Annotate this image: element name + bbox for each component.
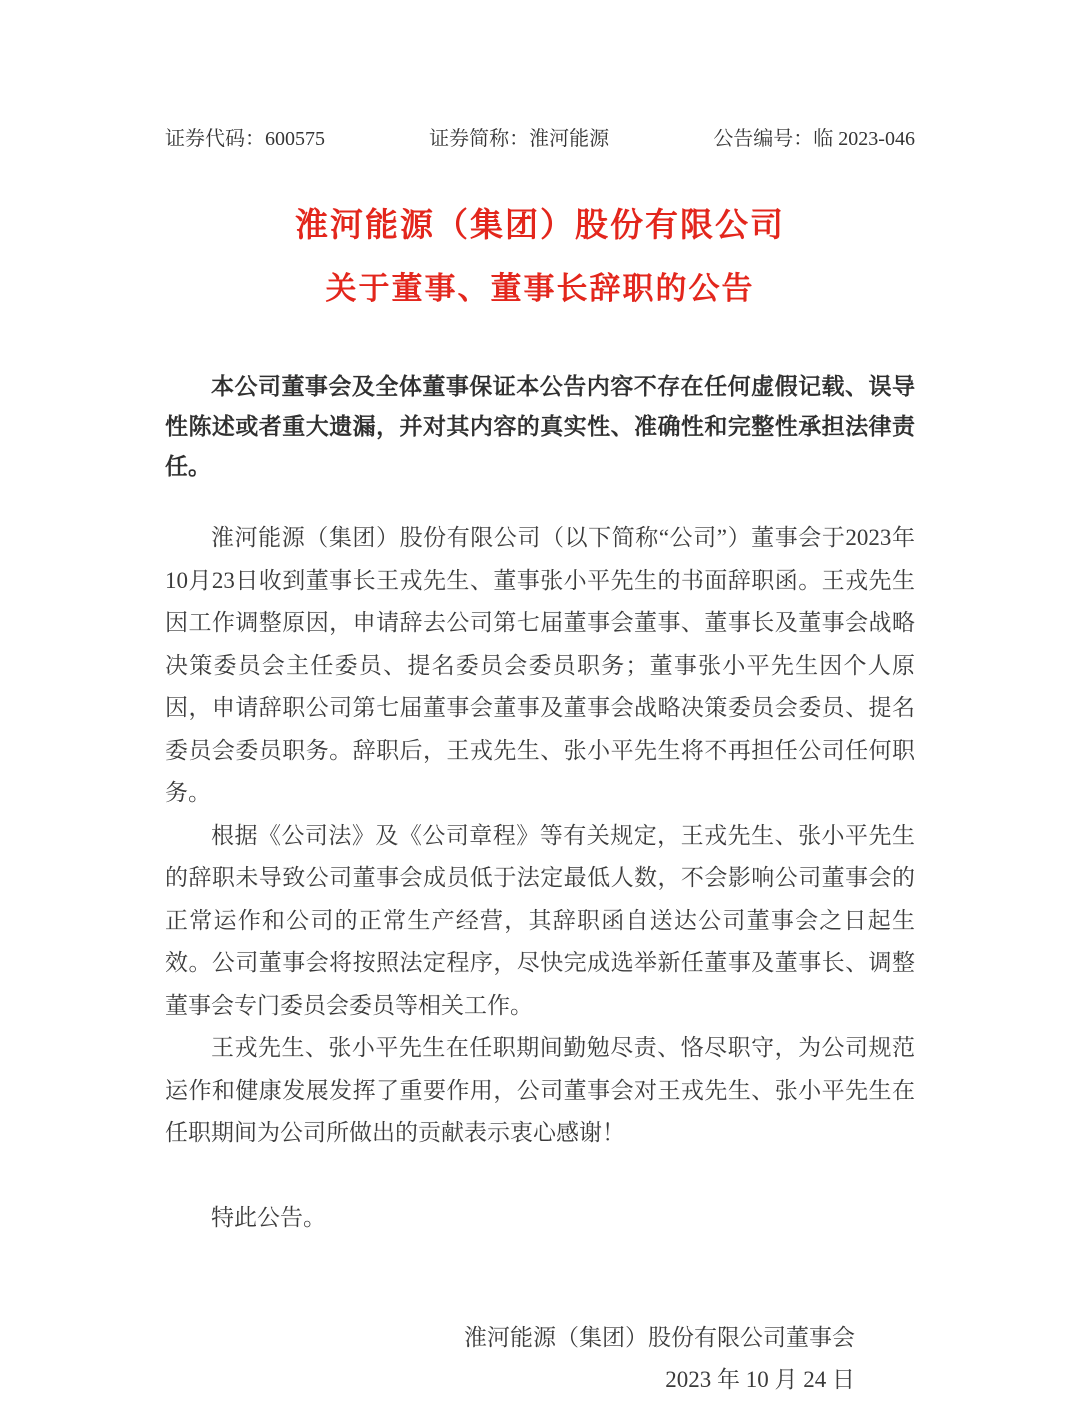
announcement-body [165, 517, 915, 1155]
announcement-number: 公告编号：临 2023-046 [713, 128, 915, 150]
closing-statement: 特此公告。 [211, 1204, 326, 1230]
stock-abbreviation: 证券简称：淮河能源 [429, 128, 610, 150]
paragraph-legal-effect: 根据《公司法》及《公司章程》等有关规定，王戎先生、张小平先生的辞职未导致公司董事会成员低于法定最低人数，不会影响公司董事会的正常运作和公司的正常生产经营，其辞职函自送达公司董事会之日起生效。公司董事会将按照法定程序，尽快完成选举新任董事及董事长、调整董事会专门委员会委员等相关工作。 [165, 822, 915, 1018]
stock-code: 证券代码：600575 [165, 128, 325, 150]
signature-company: 淮河能源（集团）股份有限公司董事会 [464, 1325, 855, 1350]
securities-header [165, 128, 915, 150]
board-declaration: 本公司董事会及全体董事保证本公告内容不存在任何虚假记载、误导性陈述或者重大遗漏，并对其内容的真实性、准确性和完整性承担法律责任。 [165, 374, 915, 479]
paragraph-gratitude: 王戎先生、张小平先生在任职期间勤勉尽责、恪尽职守，为公司规范运作和健康发展发挥了重要作用，公司董事会对王戎先生、张小平先生在任职期间为公司所做出的贡献表示衷心感谢！ [165, 1035, 915, 1145]
paragraph-resignation-details: 淮河能源（集团）股份有限公司（以下简称“公司”）董事会于2023年10月23日收到董事长王戎先生、董事张小平先生的书面辞职函。王戎先生因工作调整原因，申请辞去公司第七届董事会董事、董事长及董事会战略决策委员会主任委员、提名委员会委员职务；董事张小平先生因个人原因，申请辞职公司第七届董事会董事及董事会战略决策委员会委员、提名委员会委员职务。辞职后，王戎先生、张小平先生将不再担任公司任何职务。 [165, 525, 915, 805]
company-title: 淮河能源（集团）股份有限公司 [295, 206, 785, 243]
signature-block [165, 1317, 915, 1401]
signature-date: 2023 年 10 月 24 日 [665, 1367, 855, 1392]
announcement-title: 关于董事、董事长辞职的公告 [325, 271, 755, 306]
